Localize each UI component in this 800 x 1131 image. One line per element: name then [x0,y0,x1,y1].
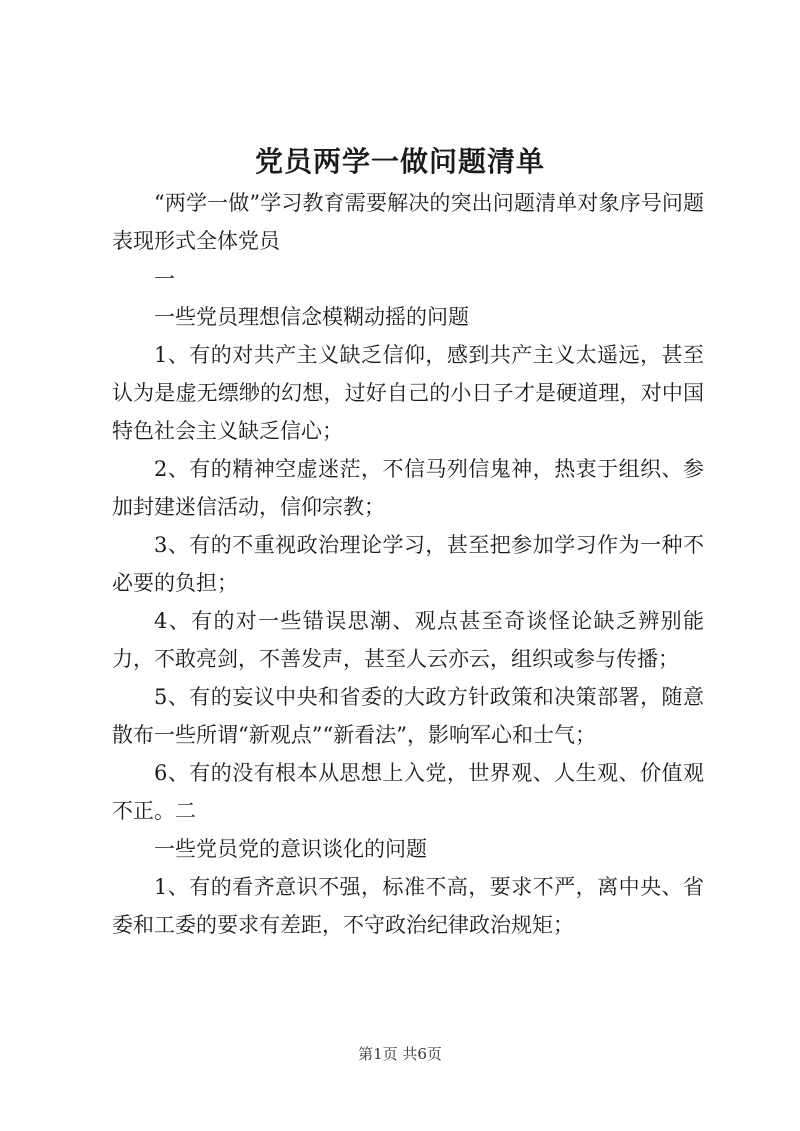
page-footer: 第1页 共6页 [358,1045,442,1063]
list-item: 1、有的看齐意识不强，标准不高，要求不严，离中央、省委和工委的要求有差距，不守政治纪律政治规矩； [112,875,704,937]
list-item: 5、有的妄议中央和省委的大政方针政策和决策部署，随意散布一些所谓“新观点”“新看法”，影响军心和士气； [112,685,704,747]
document-body [112,184,704,944]
paragraph-intro: “两学一做”学习教育需要解决的突出问题清单对象序号问题表现形式全体党员 [112,191,704,253]
list-item: 2、有的精神空虚迷茫，不信马列信鬼神，热衷于组织、参加封建迷信活动，信仰宗教； [112,457,704,519]
section-number-1: 一 [154,267,175,291]
section-heading-2: 一些党员党的意识谈化的问题 [154,837,427,861]
document-title: 党员两学一做问题清单 [254,145,545,178]
list-item: 6、有的没有根本从思想上入党，世界观、人生观、价值观不正。二 [112,761,704,823]
list-item: 3、有的不重视政治理论学习，甚至把参加学习作为一种不必要的负担； [112,533,704,595]
section-heading-1: 一些党员理想信念模糊动摇的问题 [154,305,469,329]
list-item: 4、有的对一些错误思潮、观点甚至奇谈怪论缺乏辨别能力，不敢亮剑，不善发声，甚至人云亦云，组织或参与传播； [112,609,704,671]
list-item: 1、有的对共产主义缺乏信仰，感到共产主义太遥远，甚至认为是虚无缥缈的幻想，过好自己的小日子才是硬道理，对中国特色社会主义缺乏信心； [112,343,704,443]
